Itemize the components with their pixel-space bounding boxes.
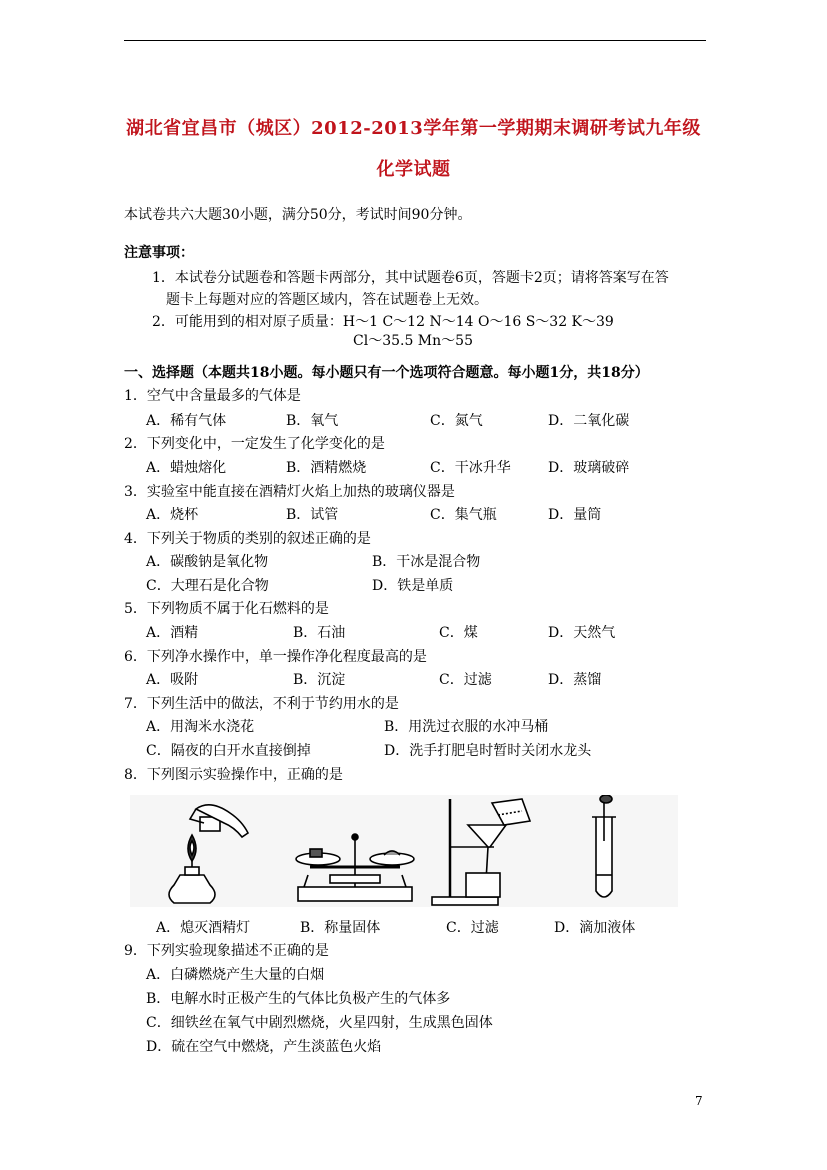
question-stem: 2．下列变化中，一定发生了化学变化的是 — [124, 436, 385, 452]
option-d: D．铁是单质 — [372, 578, 454, 594]
option-d: D．二氧化碳 — [548, 413, 630, 429]
option-a: A．蜡烛熔化 — [146, 460, 227, 476]
option-a: A．熄灭酒精灯 — [156, 920, 251, 936]
lab-operations-figure — [130, 795, 678, 907]
option-a: A．用淘米水浇花 — [146, 719, 255, 735]
option-c: C．干冰升华 — [430, 460, 511, 476]
section-heading: 一、选择题（本题共18小题。每小题只有一个选项符合题意。每小题1分，共18分） — [124, 365, 649, 381]
option-c: C．氮气 — [430, 413, 483, 429]
option-d: D．天然气 — [548, 625, 616, 641]
question-stem: 6．下列净水操作中，单一操作净化程度最高的是 — [124, 649, 427, 665]
option-d: D．量筒 — [548, 507, 602, 523]
note-2-line-a: 2．可能用到的相对原子质量：H～1 C～12 N～14 O～16 S～32 K～39 — [152, 314, 614, 330]
question-stem: 4．下列关于物质的类别的叙述正确的是 — [124, 531, 371, 547]
option-b: B．沉淀 — [293, 672, 346, 688]
option-d: D．蒸馏 — [548, 672, 602, 688]
intro-text: 本试卷共六大题30小题，满分50分，考试时间90分钟。 — [124, 207, 472, 223]
question-stem: 7．下列生活中的做法，不利于节约用水的是 — [124, 696, 399, 712]
option-b: B．酒精燃烧 — [286, 460, 367, 476]
option-b: B．氧气 — [286, 413, 339, 429]
header-rule — [124, 40, 706, 41]
option-d: D．洗手打肥皂时暂时关闭水龙头 — [384, 743, 592, 759]
notes-heading: 注意事项： — [124, 245, 194, 261]
option-b: B．用洗过衣服的水冲马桶 — [384, 719, 549, 735]
option-a: A．稀有气体 — [146, 413, 227, 429]
question-stem: 3．实验室中能直接在酒精灯火焰上加热的玻璃仪器是 — [124, 484, 455, 500]
note-2-line-b: Cl～35.5 Mn～55 — [353, 333, 473, 349]
option-a: A．碳酸钠是氧化物 — [146, 554, 269, 570]
question-stem: 9．下列实验现象描述不正确的是 — [124, 943, 329, 959]
page-number: 7 — [695, 1094, 703, 1108]
option-a: A．烧杯 — [146, 507, 199, 523]
option-b: B．称量固体 — [300, 920, 381, 936]
option-b: B．电解水时正极产生的气体比负极产生的气体多 — [146, 991, 451, 1007]
option-b: B．干冰是混合物 — [372, 554, 481, 570]
page-subtitle: 化学试题 — [376, 159, 451, 180]
option-b: B．试管 — [286, 507, 339, 523]
option-d: D．玻璃破碎 — [548, 460, 630, 476]
option-c: C．过滤 — [446, 920, 499, 936]
option-a: A．吸附 — [146, 672, 199, 688]
option-c: C．隔夜的白开水直接倒掉 — [146, 743, 311, 759]
option-b: B．石油 — [293, 625, 346, 641]
option-d: D．硫在空气中燃烧，产生淡蓝色火焰 — [146, 1039, 382, 1055]
option-c: C．煤 — [439, 625, 478, 641]
option-c: C．过滤 — [439, 672, 492, 688]
question-stem: 1．空气中含量最多的气体是 — [124, 388, 301, 404]
note-1-line-b: 题卡上每题对应的答题区域内，答在试题卷上无效。 — [166, 292, 488, 308]
option-c: C．大理石是化合物 — [146, 578, 269, 594]
option-a: A．酒精 — [146, 625, 199, 641]
option-c: C．集气瓶 — [430, 507, 497, 523]
question-stem: 5．下列物质不属于化石燃料的是 — [124, 601, 329, 617]
question-stem: 8．下列图示实验操作中，正确的是 — [124, 767, 343, 783]
option-c: C．细铁丝在氧气中剧烈燃烧，火星四射，生成黑色固体 — [146, 1015, 493, 1031]
option-a: A．白磷燃烧产生大量的白烟 — [146, 967, 325, 983]
note-1-line-a: 1．本试卷分试题卷和答题卡两部分，其中试题卷6页，答题卡2页；请将答案写在答 — [152, 270, 669, 286]
option-d: D．滴加液体 — [554, 920, 636, 936]
page-title: 湖北省宜昌市（城区）2012-2013学年第一学期期末调研考试九年级 — [126, 118, 701, 139]
